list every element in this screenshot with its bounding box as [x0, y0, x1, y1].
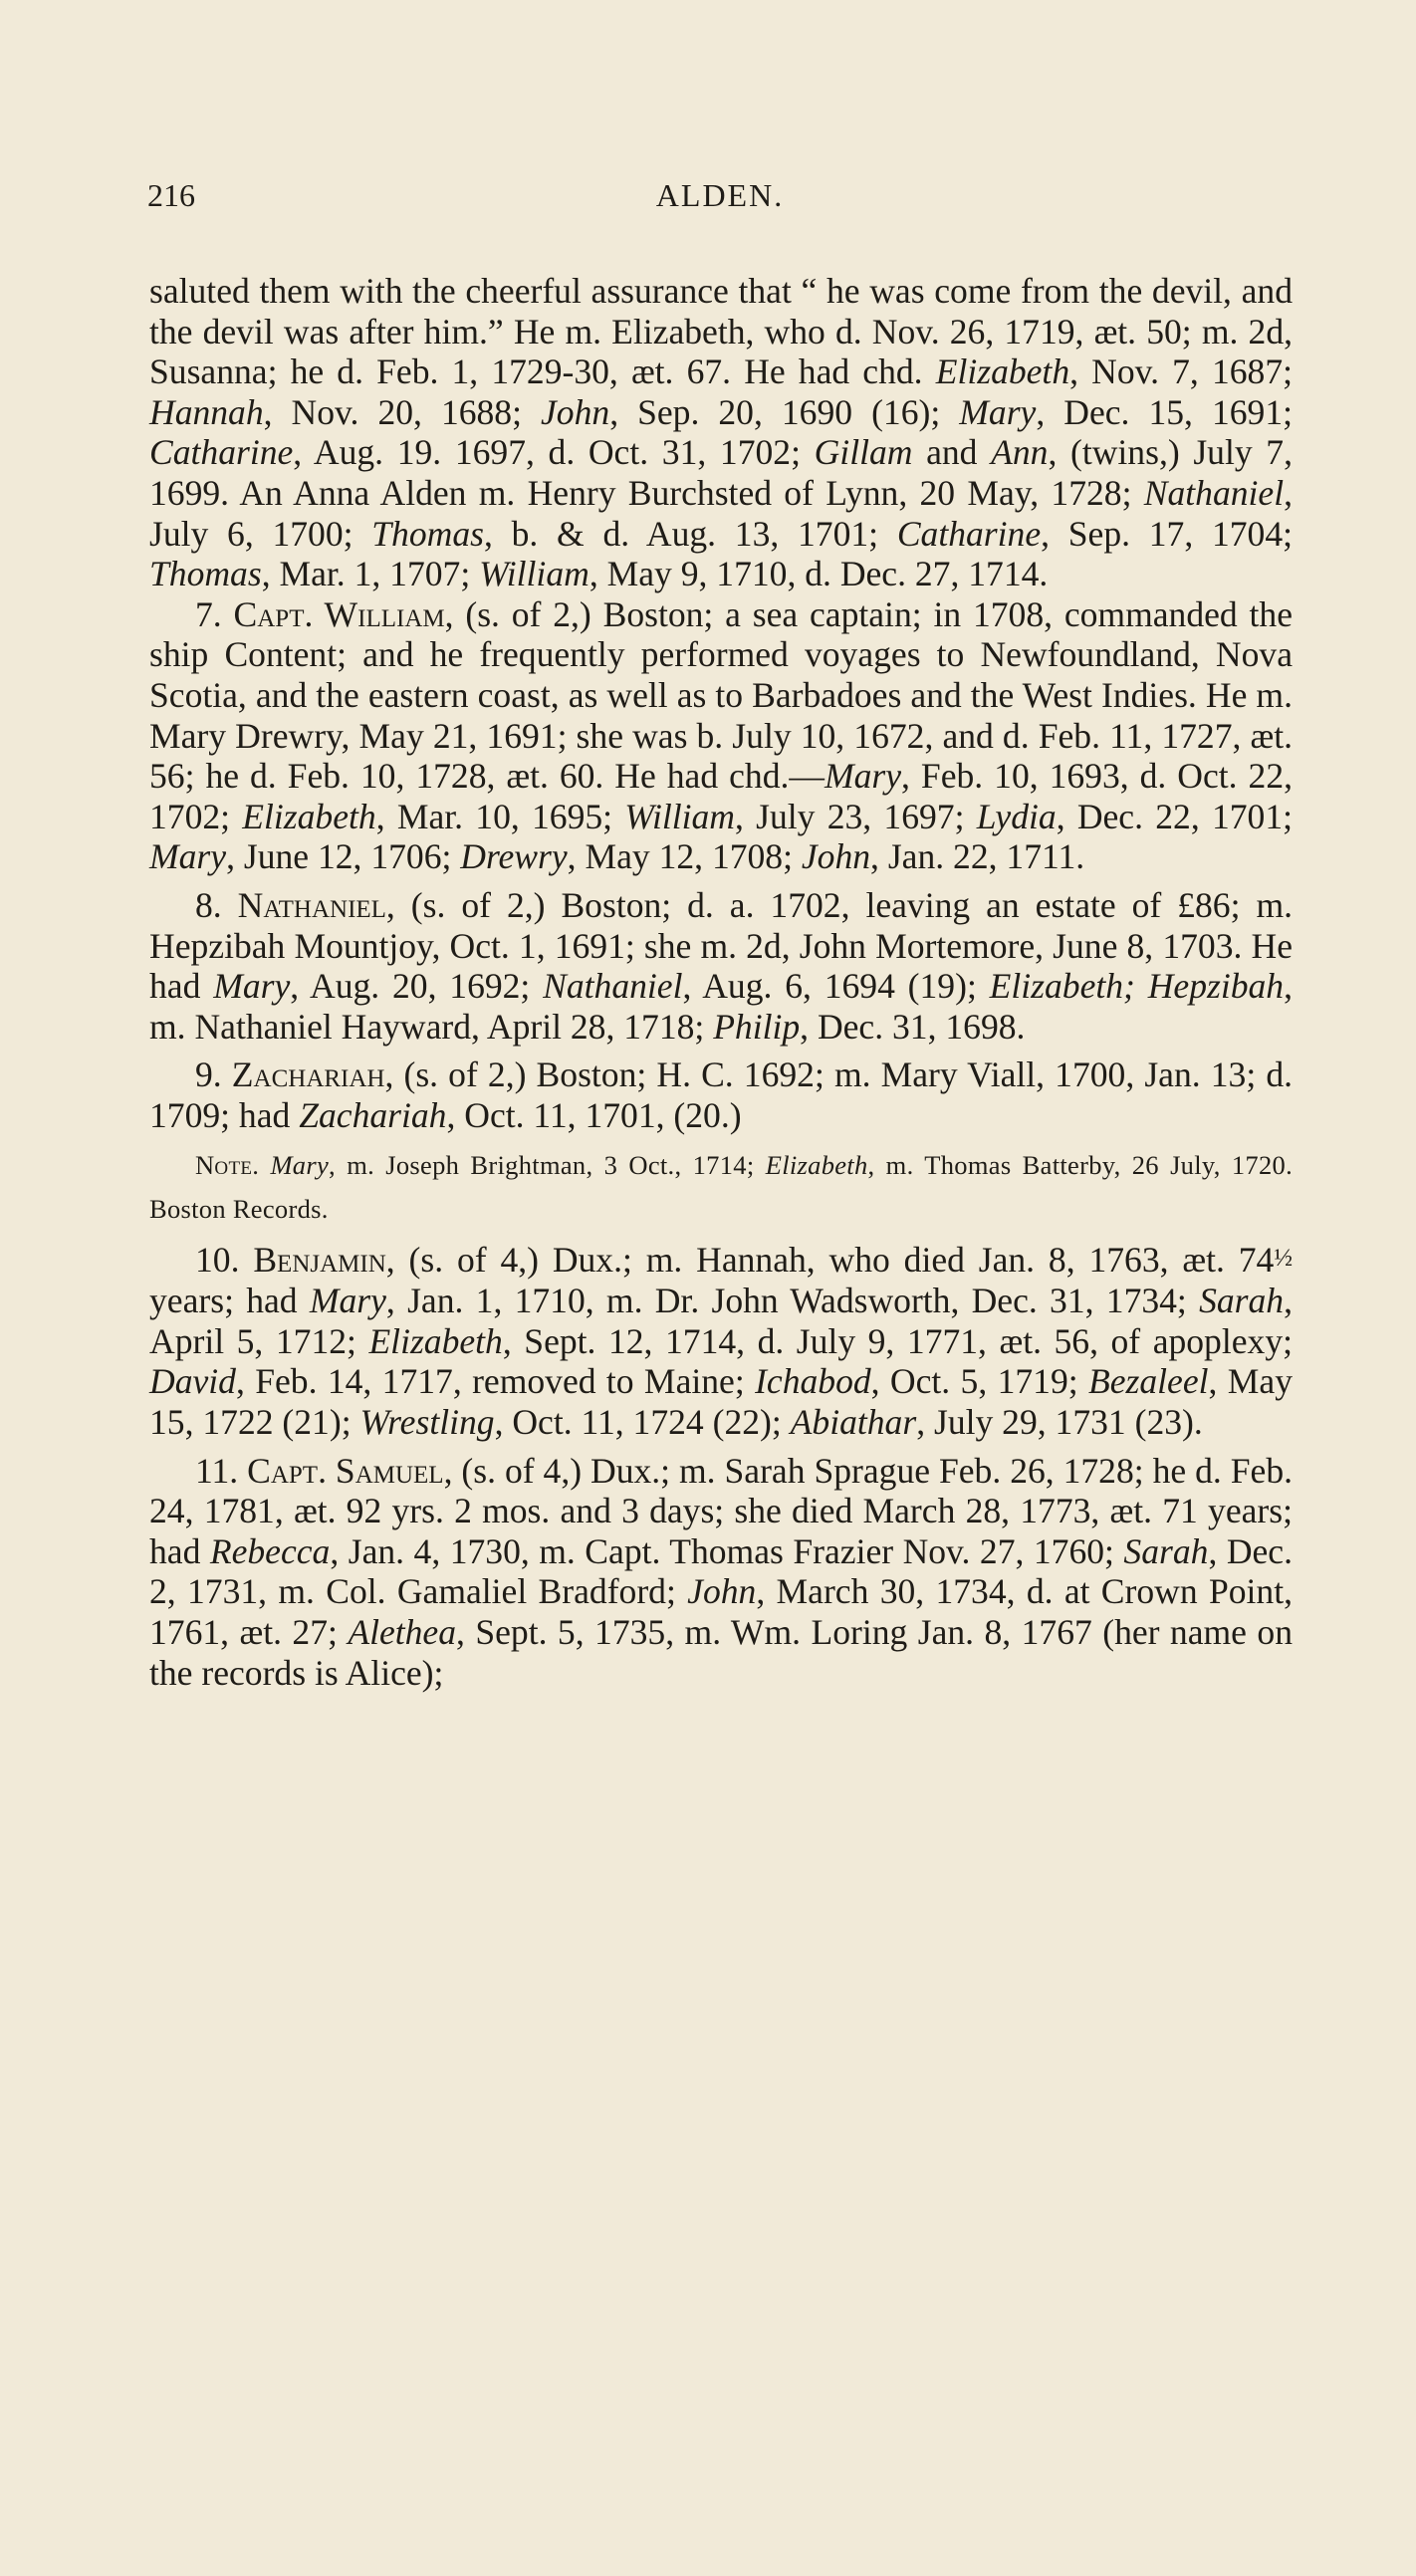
paragraph-capt-samuel — [149, 1451, 1293, 1694]
entry-heading: Benjamin, — [253, 1240, 395, 1281]
text-run: , Mar. 1, 1707; — [261, 554, 480, 594]
italic-name: Bezaleel — [1088, 1361, 1209, 1402]
italic-name: Nathaniel — [1143, 472, 1285, 513]
text-run: , Sep. 20, 1690 (16); — [609, 391, 960, 432]
text-run: , May 12, 1708; — [567, 836, 802, 877]
text-run: , m. Nathaniel Hayward, April 28, 1718; — [149, 966, 1293, 1047]
italic-name: Sarah — [1199, 1281, 1285, 1321]
italic-name: Philip — [713, 1006, 801, 1047]
text-run: , Mar. 10, 1695; — [375, 796, 625, 836]
text-run: , Nov. 7, 1687; — [1069, 351, 1293, 392]
italic-name: Wrestling — [359, 1402, 495, 1443]
italic-name: John — [801, 836, 871, 877]
text-run: , Sep. 17, 1704; — [1041, 513, 1294, 554]
text-run: , Jan. 22, 1711. — [870, 836, 1085, 877]
italic-name: Thomas — [149, 554, 262, 594]
text-run: , Sept. 5, 1735, m. Wm. Loring Jan. 8, 1767 (her name on the records is Alice); — [149, 1612, 1293, 1693]
italic-name: Mary — [309, 1281, 386, 1321]
italic-name: Mary — [959, 391, 1037, 432]
text-run: (s. of 2,) Boston; H. C. 1692; m. Mary Viall, 1700, Jan. 13; d. 1709; had — [149, 1054, 1293, 1135]
italic-name: David — [149, 1361, 236, 1402]
text-run: , Oct. 5, 1719; — [870, 1361, 1088, 1402]
italic-name: Ann — [991, 432, 1049, 473]
italic-name: Mary — [213, 966, 291, 1007]
paragraph-benjamin — [149, 1239, 1293, 1442]
text-run: (s. of 2,) Boston; a sea captain; in 1708, commanded the ship Content; and he frequently performed voyages to Newfoundland, Nova Scotia, and the eastern coast, as well as to Barbadoes and the West Indies. He m. Mary Drewry, May 21, 1691; she was b. July 10, 1672, and d. Feb. 11, 1727, æt. 56; he d. Feb. 10, 1728, æt. 60. He had chd.— — [149, 593, 1294, 797]
italic-name: Rebecca — [209, 1530, 331, 1571]
text-run: 9. — [195, 1054, 232, 1095]
text-run: , May 9, 1710, d. Dec. 27, 1714. — [589, 554, 1049, 594]
text-run: , Aug. 19. 1697, d. Oct. 31, 1702; — [293, 432, 815, 473]
text-run: , Jan. 1, 1710, m. Dr. John Wadsworth, Dec. 31, 1734; — [385, 1281, 1200, 1321]
text-run: , Oct. 11, 1701, (20.) — [446, 1094, 742, 1135]
running-title: ALDEN. — [655, 177, 785, 213]
text-run: 10. — [195, 1240, 254, 1281]
italic-name: Alethea — [348, 1612, 457, 1653]
text-run: , April 5, 1712; — [149, 1281, 1294, 1361]
text-run: , m. Joseph Brightman, 3 Oct., 1714; — [329, 1150, 766, 1181]
italic-name: Mary — [270, 1150, 330, 1181]
italic-name: John — [687, 1571, 757, 1612]
text-run: , Feb. 10, 1693, d. Oct. 22, 1702; — [149, 756, 1294, 836]
text-run: , March 30, 1734, d. at Crown Point, 1761, æt. 27; — [149, 1571, 1293, 1653]
text-run: 8. — [195, 884, 238, 925]
text-run: , Sept. 12, 1714, d. July 9, 1771, æt. 56, of apoplexy; — [502, 1320, 1293, 1361]
text-run: 7. — [195, 593, 234, 634]
text-run: years; had — [149, 1281, 310, 1321]
entry-heading: Zachariah, — [231, 1054, 394, 1095]
italic-name: John — [541, 391, 610, 432]
italic-name: Zachariah — [299, 1094, 447, 1135]
italic-name: Elizabeth — [765, 1150, 868, 1181]
italic-name: Nathaniel — [543, 966, 683, 1007]
text-run: , Feb. 14, 1717, removed to Maine; — [235, 1361, 756, 1402]
text-run: , Aug. 20, 1692; — [290, 966, 544, 1007]
page-number: 216 — [147, 177, 195, 213]
text-run: saluted them with the cheerful assurance that “ he was come from the devil, and the devil was after him.” He m. Elizabeth, who d. Nov. 26, 1719, æt. 50; m. 2d, Susanna; he d. Feb. 1, 1729-30, æt. 67. He had chd. — [149, 271, 1293, 392]
italic-name: Elizabeth — [935, 351, 1070, 392]
entry-heading: Note. — [195, 1150, 260, 1181]
text-run: , (twins,) July 7, 1699. An Anna Alden m. Henry Burchsted of Lynn, 20 May, 1728; — [149, 432, 1293, 513]
text-run: (s. of 2,) Boston; d. a. 1702, leaving an estate of £86; m. Hepzibah Mountjoy, Oct. 1, 1691; she m. 2d, John Mortemore, June 8, 1703. He had — [149, 884, 1294, 1007]
entry-heading: Capt. Samuel, — [247, 1450, 453, 1491]
text-run: 11. — [195, 1450, 248, 1491]
italic-name: Mary — [824, 756, 902, 797]
paragraph-capt-william — [149, 594, 1293, 877]
italic-name: Hannah — [149, 391, 264, 432]
text-block — [149, 271, 1293, 1693]
text-run: , Nov. 20, 1688; — [263, 391, 542, 432]
text-run: , Dec. 31, 1698. — [800, 1006, 1026, 1047]
text-run: , Dec. 2, 1731, m. Col. Gamaliel Bradford; — [149, 1530, 1293, 1612]
italic-name: Catharine — [149, 432, 294, 473]
text-run: , July 29, 1731 (23). — [916, 1402, 1203, 1443]
note-paragraph — [149, 1143, 1293, 1231]
text-run: , June 12, 1706; — [226, 836, 461, 877]
text-run — [259, 1150, 270, 1180]
text-run: , m. Thomas Batterby, 26 July, 1720. Boston Records. — [149, 1150, 1293, 1225]
text-run: , Jan. 4, 1730, m. Capt. Thomas Frazier Nov. 27, 1760; — [330, 1530, 1124, 1571]
text-run: (s. of 4,) Dux.; m. Sarah Sprague Feb. 26, 1728; he d. Feb. 24, 1781, æt. 92 yrs. 2 mos. and 3 days; she died March 28, 1773, æt. 71 years; had — [149, 1450, 1294, 1571]
italic-name: Abiathar — [790, 1402, 917, 1443]
italic-name: William — [624, 796, 735, 836]
italic-name: William — [479, 554, 590, 594]
text-run: , Aug. 6, 1694 (19); — [682, 966, 990, 1007]
italic-name: Elizabeth — [242, 796, 376, 836]
italic-name: Ichabod — [755, 1361, 871, 1402]
italic-name: Elizabeth — [368, 1320, 503, 1361]
text-run: , Dec. 22, 1701; — [1056, 796, 1294, 836]
italic-name: Drewry — [460, 836, 568, 877]
paragraph-nathaniel — [149, 885, 1293, 1047]
text-run: , Oct. 11, 1724 (22); — [494, 1402, 791, 1443]
italic-name: Mary — [149, 836, 227, 877]
text-run: , b. & d. Aug. 13, 1701; — [483, 513, 897, 554]
italic-name: Lydia — [976, 796, 1057, 836]
italic-name: Gillam — [814, 432, 913, 473]
entry-heading: Nathaniel, — [237, 884, 395, 925]
fraction: ½ — [1274, 1245, 1293, 1273]
entry-heading: Capt. William, — [233, 593, 454, 634]
italic-name: Elizabeth; Hepzibah — [989, 966, 1285, 1007]
text-run: and — [912, 432, 992, 473]
italic-name: Sarah — [1123, 1530, 1209, 1571]
paragraph-zachariah — [149, 1054, 1293, 1135]
text-run: , July 6, 1700; — [149, 472, 1293, 554]
text-run: , Dec. 15, 1691; — [1036, 391, 1294, 432]
text-run: (s. of 4,) Dux.; m. Hannah, who died Jan. 8, 1763, æt. 74 — [394, 1240, 1275, 1281]
italic-name: Catharine — [896, 513, 1042, 554]
text-run: , May 15, 1722 (21); — [149, 1361, 1293, 1443]
text-run: , July 23, 1697; — [735, 796, 977, 836]
italic-name: Thomas — [371, 513, 484, 554]
paragraph-continuation — [149, 271, 1293, 594]
running-head — [147, 177, 1293, 227]
